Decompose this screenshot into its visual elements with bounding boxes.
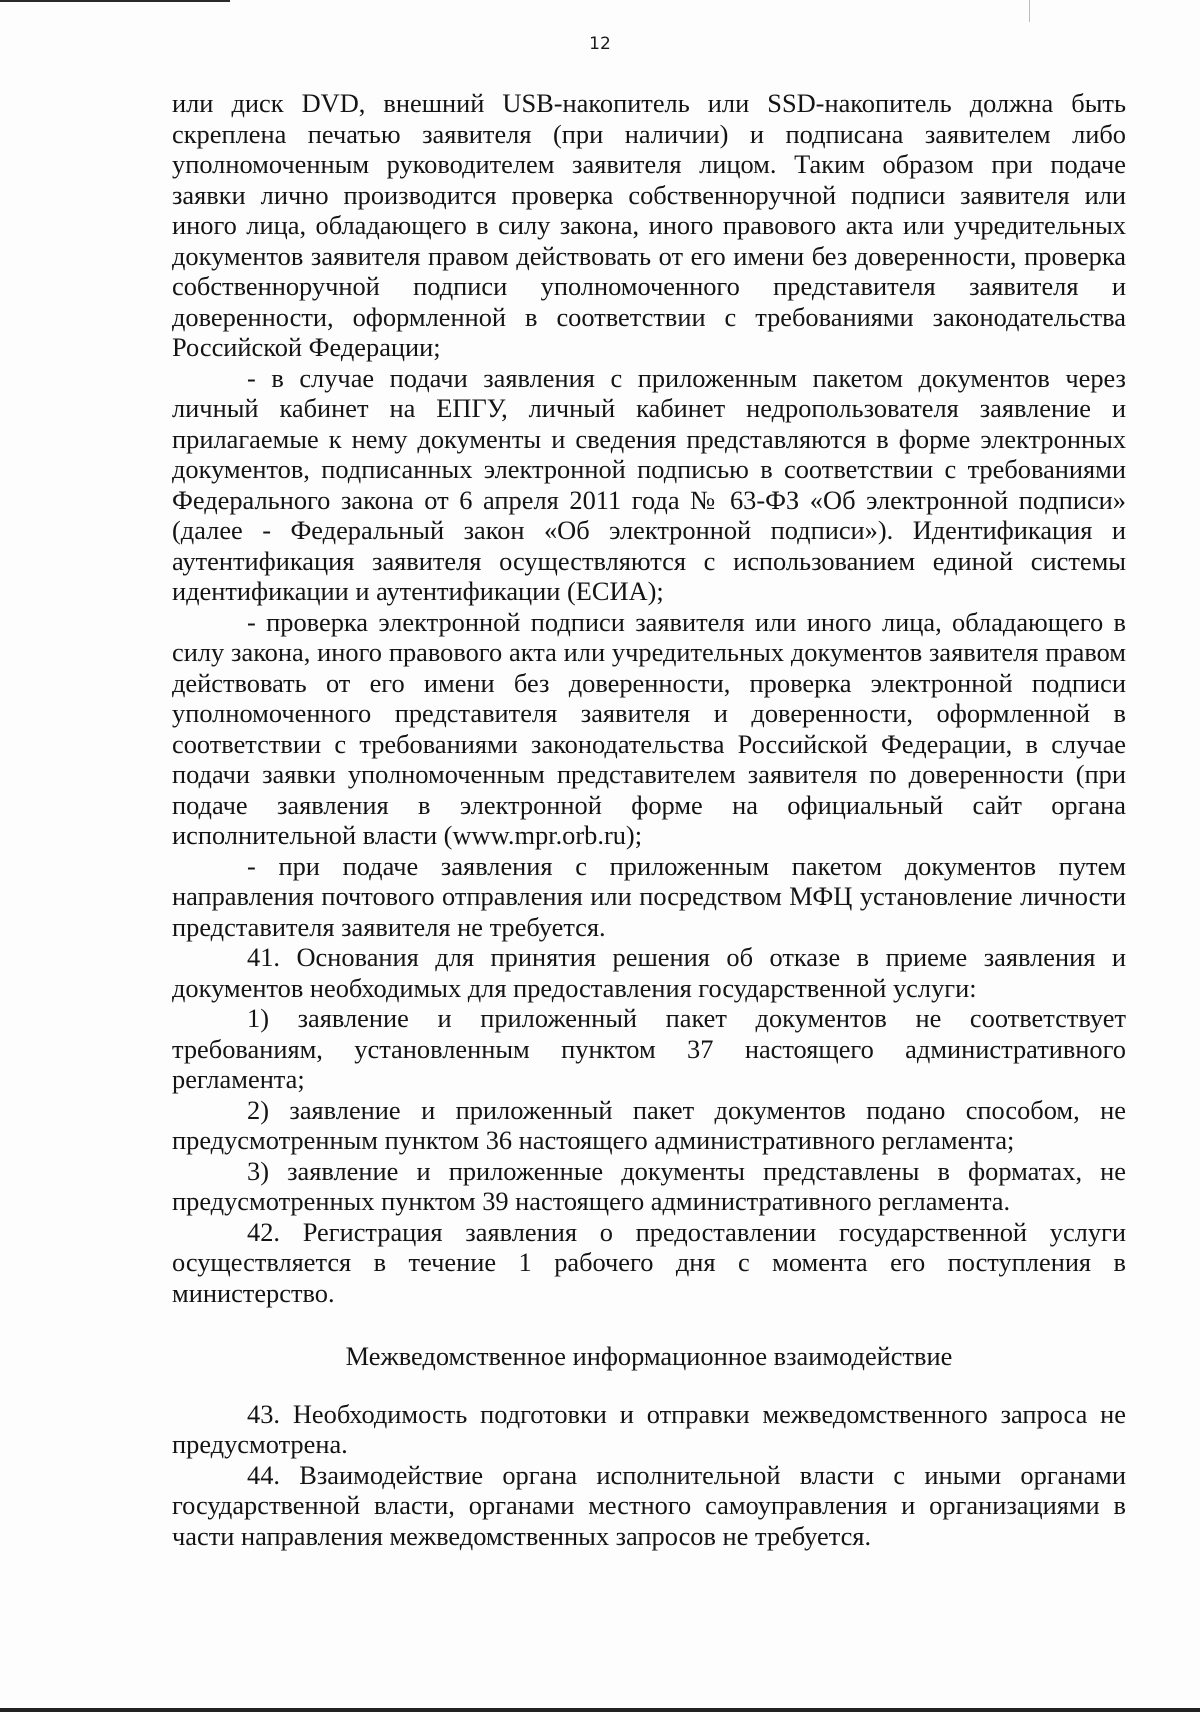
page-number: 12 <box>589 34 611 54</box>
paragraph-44: 44. Взаимодействие органа исполнительной власти с иными органами государственной власти, органами местного самоуправления и организациями в части направления межведомственных запросов не требуется. <box>172 1459 1126 1551</box>
paragraph-postal-submission: - при подаче заявления с приложенным пакетом документов путем направления почтового отправления или посредством МФЦ установление личности представителя заявителя не требуется. <box>172 850 1126 942</box>
paragraph-41-item-2: 2) заявление и приложенный пакет документов подано способом, не предусмотренным пунктом 36 настоящего административного регламента; <box>172 1094 1126 1155</box>
paragraph-signature-check: - проверка электронной подписи заявителя или иного лица, обладающего в силу закона, иного правового акта или учредительных документов заявителя правом действовать от его имени без доверенности, проверка электронной подписи уполномоченного представителя заявителя и доверенности, оформленной в соответствии с требованиями законодательства Российской Федерации, в случае подачи заявки уполномоченным представителем заявителя по доверенности (при подаче заявления в электронной форме на официальный сайт органа исполнительной власти (www.mpr.orb.ru); <box>172 606 1126 850</box>
scan-edge-top <box>0 0 230 2</box>
paragraph-41: 41. Основания для принятия решения об отказе в приеме заявления и документов необходимых для предоставления государственной услуги: <box>172 942 1126 1003</box>
paragraph-epgu-submission: - в случае подачи заявления с приложенным пакетом документов через личный кабинет на ЕПГУ, личный кабинет недропользователя заявление и прилагаемые к нему документы и сведения представляются в форме электронных документов, подписанных электронной подписью в соответствии с требованиями Федерального закона от 6 апреля 2011 года № 63-ФЗ «Об электронной подписи» (далее - Федеральный закон «Об электронной подписи»). Идентификация и аутентификация заявителя осуществляются с использованием единой системы идентификации и аутентификации (ЕСИА); <box>172 362 1126 606</box>
paragraph-42: 42. Регистрация заявления о предоставлении государственной услуги осуществляется в течение 1 рабочего дня с момента его поступления в министерство. <box>172 1216 1126 1308</box>
paragraph-continuation: или диск DVD, внешний USB-накопитель или SSD-накопитель должна быть скреплена печатью заявителя (при наличии) и подписана заявителем либо уполномоченным руководителем заявителя лицом. Таким образом при подаче заявки лично производится проверка собственноручной подписи заявителя или иного лица, обладающего в силу закона, иного правового акта или учредительных документов заявителя правом действовать от его имени без доверенности, проверка собственноручной подписи уполномоченного представителя заявителя и доверенности, оформленной в соответствии с требованиями законодательства Российской Федерации; <box>172 88 1126 362</box>
section-heading: Межведомственное информационное взаимодействие <box>345 1341 953 1371</box>
scan-edge-mark <box>1029 0 1030 22</box>
paragraph-43: 43. Необходимость подготовки и отправки межведомственного запроса не предусмотрена. <box>172 1398 1126 1459</box>
paragraph-41-item-3: 3) заявление и приложенные документы представлены в форматах, не предусмотренных пунктом 39 настоящего административного регламента. <box>172 1155 1126 1216</box>
paragraph-41-item-1: 1) заявление и приложенный пакет документов не соответствует требованиям, установленным пунктом 37 настоящего административного регламента; <box>172 1003 1126 1094</box>
document-body <box>172 88 1126 1551</box>
scan-edge-bottom <box>0 1708 1200 1712</box>
